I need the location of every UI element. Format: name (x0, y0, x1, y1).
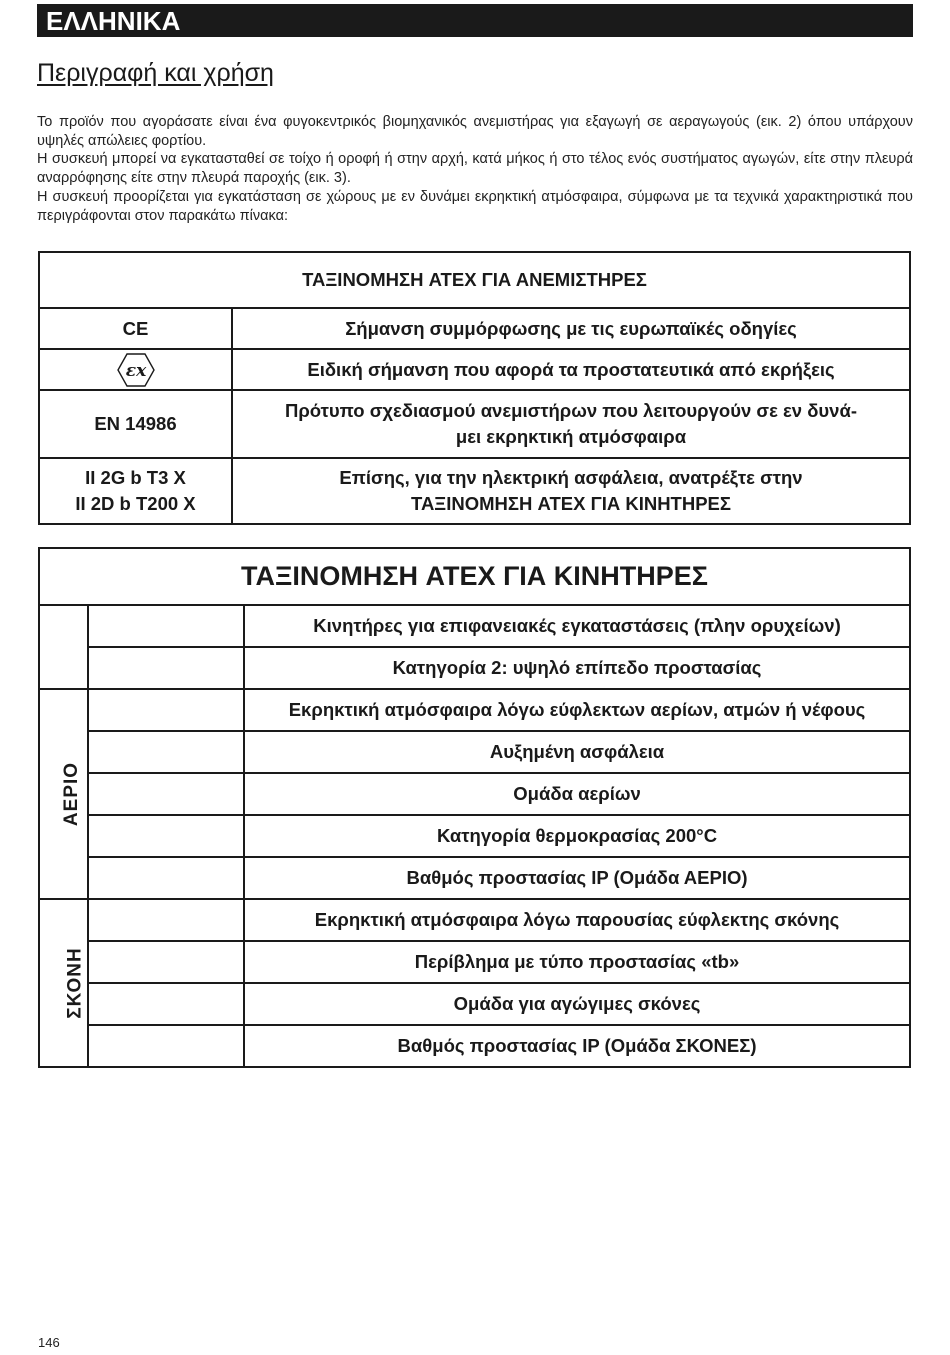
description-cell: Βαθμός προστασίας IP (Ομάδα ΑΕΡΙΟ) (244, 857, 910, 899)
table-row (39, 941, 910, 983)
group-cell (39, 605, 88, 689)
symbol-cell (88, 731, 244, 773)
table-row (39, 731, 910, 773)
description-line: μει εκρηκτική ατμόσφαιρα (455, 426, 687, 447)
atex-motors-table-title: ΤΑΞΙΝΟΜΗΣΗ ATEX ΓΙΑ ΚΙΝΗΤΗΡΕΣ (39, 548, 910, 605)
description-cell: Ομάδα αερίων (244, 773, 910, 815)
symbol-cell (88, 899, 244, 941)
table-row (39, 458, 910, 524)
page-number: 146 (38, 1335, 60, 1350)
atex-motors-table (38, 547, 911, 1068)
description-cell: Εκρηκτική ατμόσφαιρα λόγω παρουσίας εύφλεκτης σκόνης (244, 899, 910, 941)
description-cell: Ειδική σήμανση που αφορά τα προστατευτικά από εκρήξεις (232, 349, 910, 390)
description-cell: Κατηγορία θερμοκρασίας 200°C (244, 815, 910, 857)
atex-fans-table (38, 251, 911, 525)
table-row (39, 1025, 910, 1067)
dust-group-label: ΣΚΟΝΗ (64, 947, 86, 1019)
description-cell: Σήμανση συμμόρφωσης με τις ευρωπαϊκές οδηγίες (232, 308, 910, 349)
intro-paragraph: Η συσκευή προορίζεται για εγκατάσταση σε χώρους με εν δυνάμει εκρηκτική ατμόσφαιρα, σύμφωνα με τα τεχνικά χαρακτηριστικά που περιγράφονται στον παρακάτω πίνακα: (37, 188, 913, 224)
description-line: Πρότυπο σχεδιασμού ανεμιστήρων που λειτουργούν σε εν δυνά- (284, 400, 858, 421)
svg-text:εx: εx (125, 360, 146, 381)
symbol-cell (88, 773, 244, 815)
section-title: Περιγραφή και χρήση (37, 59, 274, 87)
description-cell: Βαθμός προστασίας IP (Ομάδα ΣΚΟΝΕΣ) (244, 1025, 910, 1067)
symbol-cell (88, 815, 244, 857)
language-banner-label: ΕΛΛΗΝΙΚΑ (46, 6, 181, 36)
table-row (39, 308, 910, 349)
description-line: Επίσης, για την ηλεκτρική ασφάλεια, ανατρέξτε στην (339, 467, 803, 488)
symbol-cell (88, 1025, 244, 1067)
ex-symbol-icon (116, 352, 156, 388)
symbol-cell (88, 689, 244, 731)
description-line: ΤΑΞΙΝΟΜΗΣΗ ATEX ΓΙΑ ΚΙΝΗΤΗΡΕΣ (411, 493, 731, 514)
intro-text (37, 113, 913, 225)
table-row (39, 390, 910, 458)
description-cell (232, 458, 910, 524)
symbol-cell (88, 605, 244, 647)
table-row (39, 857, 910, 899)
description-cell: Αυξημένη ασφάλεια (244, 731, 910, 773)
table-row (39, 773, 910, 815)
description-cell: Εκρηκτική ατμόσφαιρα λόγω εύφλεκτων αερίων, ατμών ή νέφους (244, 689, 910, 731)
table-row (39, 983, 910, 1025)
atex-fans-table-title: ΤΑΞΙΝΟΜΗΣΗ ATEX ΓΙΑ ΑΝΕΜΙΣΤΗΡΕΣ (39, 252, 910, 308)
mark-cell (39, 349, 232, 390)
gas-group-cell (39, 689, 88, 899)
mark-cell: CE (39, 308, 232, 349)
table-row (39, 899, 910, 941)
table-row (39, 349, 910, 390)
symbol-cell (88, 647, 244, 689)
description-cell: Κινητήρες για επιφανειακές εγκαταστάσεις (πλην ορυχείων) (244, 605, 910, 647)
mark-line: II 2G b T3 X (85, 467, 186, 488)
dust-group-cell (39, 899, 88, 1067)
intro-paragraph: Η συσκευή μπορεί να εγκατασταθεί σε τοίχο ή οροφή ή στην αρχή, κατά μήκος ή στο τέλος ενός συστήματος αγωγών, είτε στην πλευρά αναρρόφησης είτε στην πλευρά παροχής (εικ. 3). (37, 151, 913, 187)
table-row (39, 647, 910, 689)
gas-group-label: ΑΕΡΙΟ (61, 761, 83, 827)
intro-paragraph: Το προϊόν που αγοράσατε είναι ένα φυγοκεντρικός βιομηχανικός ανεμιστήρας για εξαγωγή σε αεραγωγούς (εικ. 2) όπου υπάρχουν υψηλές απώλειες φορτίου. (37, 114, 913, 149)
mark-line: II 2D b T200 X (75, 493, 196, 514)
table-row (39, 815, 910, 857)
description-cell (232, 390, 910, 458)
table-row (39, 605, 910, 647)
symbol-cell (88, 857, 244, 899)
description-cell: Ομάδα για αγώγιμες σκόνες (244, 983, 910, 1025)
language-banner (37, 4, 913, 37)
description-cell: Κατηγορία 2: υψηλό επίπεδο προστασίας (244, 647, 910, 689)
symbol-cell (88, 941, 244, 983)
table-row (39, 689, 910, 731)
mark-cell (39, 458, 232, 524)
symbol-cell (88, 983, 244, 1025)
description-cell: Περίβλημα με τύπο προστασίας «tb» (244, 941, 910, 983)
mark-cell: EN 14986 (39, 390, 232, 458)
